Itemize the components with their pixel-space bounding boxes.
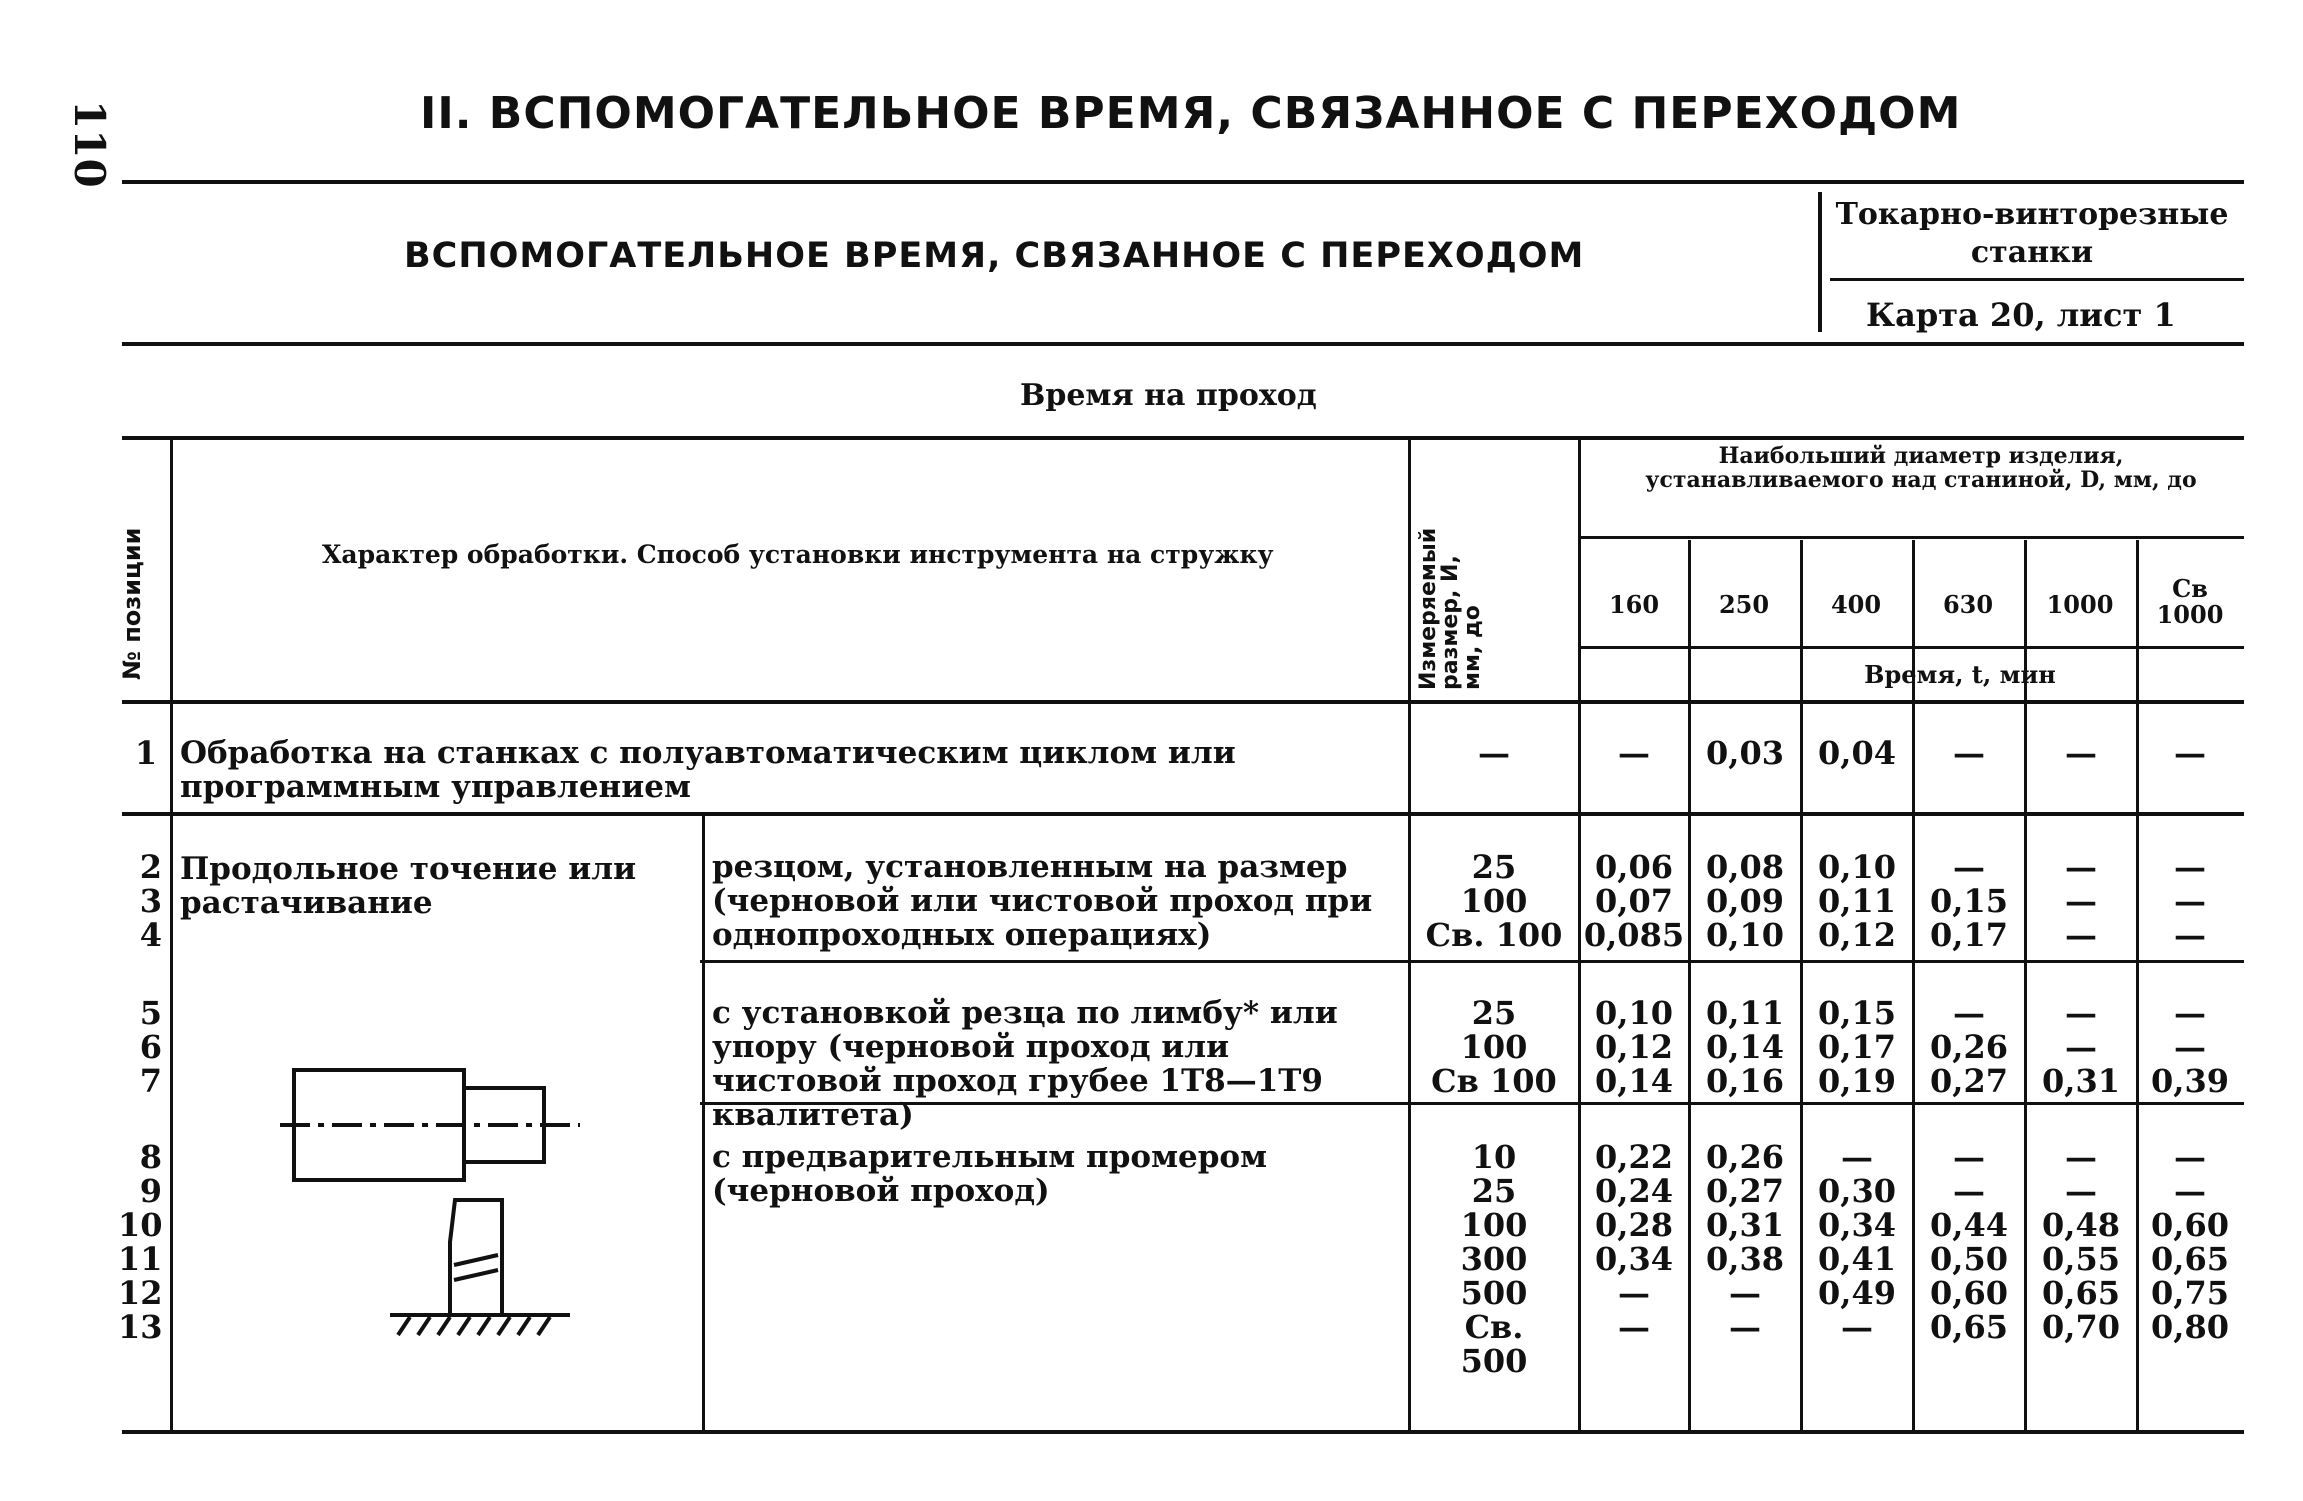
turning-sketch-illustration <box>280 1060 600 1350</box>
row1-text: Обработка на станках с полуавтоматическим циклом или программным управлением <box>180 735 1236 805</box>
group-3-positions: 8 9 10 11 12 13 <box>118 1138 163 1346</box>
row1-vsv: — <box>2174 734 2206 772</box>
group-1-v400: 0,10 0,11 0,12 <box>1818 848 1896 954</box>
group-1-v160: 0,06 0,07 0,085 <box>1583 848 1685 954</box>
group-1-sizes: 25 100 Св. 100 <box>1425 848 1563 954</box>
table-header-rule <box>122 700 2244 704</box>
group-3-vSv: — — 0,60 0,65 0,75 0,80 <box>2151 1138 2229 1346</box>
page-title: II. ВСПОМОГАТЕЛЬНОЕ ВРЕМЯ, СВЯЗАННОЕ С ПЕРЕХОДОМ <box>420 88 1962 139</box>
col-line-method <box>702 816 705 1430</box>
header-divider <box>1818 192 1822 332</box>
machine-type: Токарно-винторезные станки <box>1835 197 2229 270</box>
group-3-v250: 0,26 0,27 0,31 0,38 — — <box>1706 1138 1784 1346</box>
group-3-v1000: — — 0,48 0,55 0,65 0,70 <box>2042 1138 2120 1346</box>
diam-1000: 1000 <box>2046 590 2114 619</box>
group-3-method: с предварительным промером (черновой проход) <box>712 1139 1268 1209</box>
group-1-v250: 0,08 0,09 0,10 <box>1706 848 1784 954</box>
col-line-pos <box>170 440 173 1430</box>
diam-400: 400 <box>1830 590 1882 619</box>
group-1-positions: 2 3 4 <box>139 848 162 954</box>
group-2-v1000: — — 0,31 <box>2042 994 2120 1100</box>
diam-sv1000: Св 1000 <box>2156 574 2224 629</box>
col-line-d250 <box>1688 540 1691 1430</box>
group-2-v160: 0,10 0,12 0,14 <box>1595 994 1673 1100</box>
table-bottom-rule <box>122 1430 2244 1434</box>
group-2-positions: 5 6 7 <box>139 994 162 1100</box>
row1-v400: 0,04 <box>1818 734 1896 772</box>
diam-630: 630 <box>1942 590 1994 619</box>
header-time: Время, t, мин <box>1864 660 2056 689</box>
diam-160: 160 <box>1608 590 1660 619</box>
header-size: Измеряемый размер, И, мм, до <box>1416 527 1485 690</box>
group-2-vSv: — — 0,39 <box>2151 994 2229 1100</box>
group-2-method: с установкой резца по лимбу* или упору (черновой проход или чистовой проход грубее 1Т8—1Т9 квалитета) <box>712 995 1338 1133</box>
section-title: ВСПОМОГАТЕЛЬНОЕ ВРЕМЯ, СВЯЗАННОЕ С ПЕРЕХОДОМ <box>404 236 1585 276</box>
group-1-v1000: — — — <box>2065 848 2097 954</box>
row1-size: — <box>1478 734 1510 772</box>
row1-pos: 1 <box>134 734 158 772</box>
group-2-v250: 0,11 0,14 0,16 <box>1706 994 1784 1100</box>
diam-250: 250 <box>1718 590 1770 619</box>
row1-v160: — <box>1618 734 1650 772</box>
rule-header-bottom <box>122 342 2244 346</box>
header-position: № позиции <box>118 527 146 680</box>
rule-top <box>122 180 2244 184</box>
group-1-v630: — 0,15 0,17 <box>1930 848 2008 954</box>
group1-rule <box>700 960 2244 963</box>
row1-rule <box>122 812 2244 816</box>
page-number: 110 <box>65 100 114 188</box>
group-1-vSv: — — — <box>2174 848 2206 954</box>
group-label: Продольное точение или растачивание <box>180 851 637 921</box>
rule-card <box>1830 278 2244 281</box>
group-3-v160: 0,22 0,24 0,28 0,34 — — <box>1595 1138 1673 1346</box>
group-1-method: резцом, установленным на размер (черновой или чистовой проход при однопроходных операциях) <box>712 849 1373 953</box>
row1-v250: 0,03 <box>1706 734 1784 772</box>
row1-v630: — <box>1953 734 1985 772</box>
group-2-sizes: 25 100 Св 100 <box>1431 994 1557 1100</box>
table-caption: Время на проход <box>1020 378 1317 413</box>
col-line-d160 <box>1578 440 1581 1430</box>
card-number: Карта 20, лист 1 <box>1866 296 2176 334</box>
header-description: Характер обработки. Способ установки инструмента на стружку <box>322 540 1274 569</box>
table-top-rule <box>122 436 2244 440</box>
row1-v1000: — <box>2065 734 2097 772</box>
group-3-sizes: 10 25 100 300 500 Св. 500 <box>1460 1138 1528 1380</box>
group-2-v630: — 0,26 0,27 <box>1930 994 2008 1100</box>
col-line-size <box>1408 440 1411 1430</box>
diam-hdr-rule <box>1580 536 2244 539</box>
group-3-v400: — 0,30 0,34 0,41 0,49 — <box>1818 1138 1896 1346</box>
group-3-v630: — — 0,44 0,50 0,60 0,65 <box>1930 1138 2008 1346</box>
header-diameter: Наибольший диаметр изделия, устанавливаемого над станиной, D, мм, до <box>1645 443 2197 493</box>
group-2-v400: 0,15 0,17 0,19 <box>1818 994 1896 1100</box>
